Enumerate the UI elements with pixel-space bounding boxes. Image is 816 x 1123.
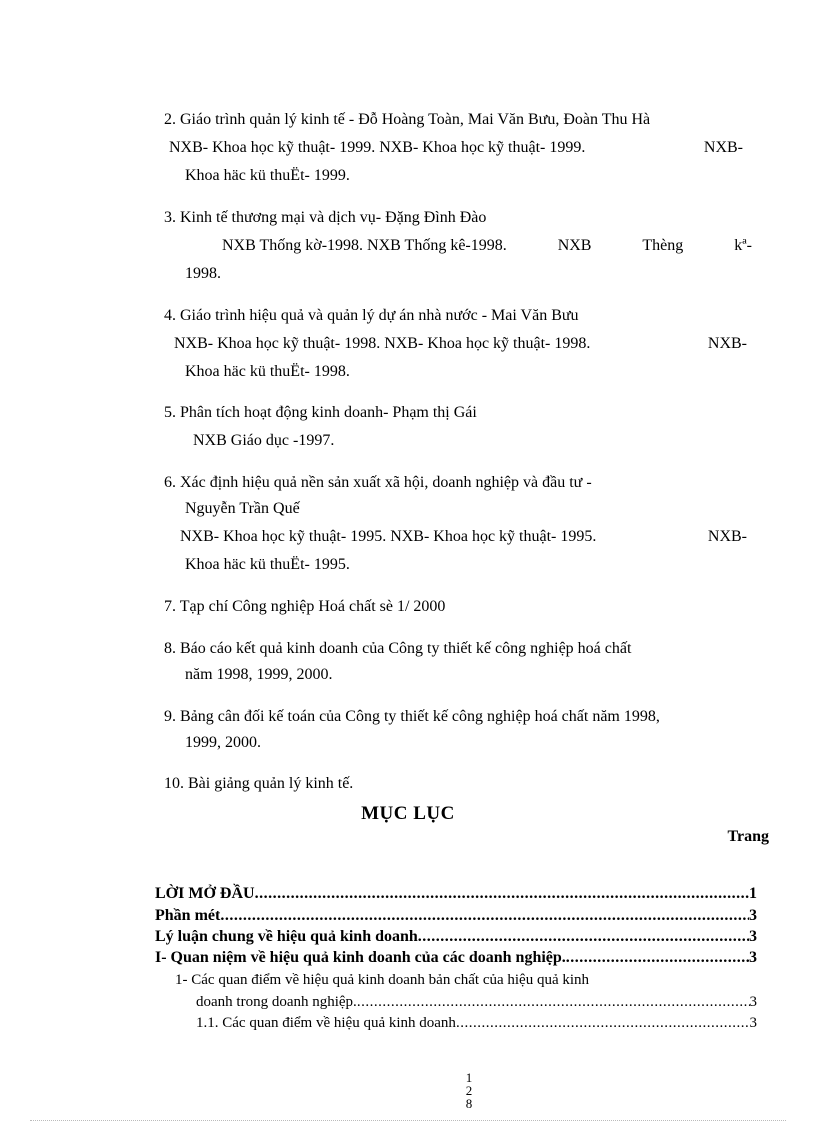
toc-entry[interactable] (155, 948, 757, 968)
toc-entry-page: 3 (749, 1015, 757, 1031)
reference-3-publisher-continuation: 1998. (185, 265, 221, 282)
page-number (462, 1071, 476, 1110)
toc-leader-dots (357, 992, 750, 1012)
toc-page-column-label: Trang (727, 828, 769, 845)
publisher-text: NXB Thống kờ-1998. NXB Thống kê-1998. (222, 237, 507, 254)
toc-leader-dots (418, 927, 749, 947)
reference-4-publisher-line (174, 334, 747, 354)
toc-entry[interactable] (196, 1013, 757, 1033)
publisher-text: NXB (557, 237, 592, 254)
reference-4-publisher-continuation: Khoa häc kü thuËt- 1998. (185, 363, 350, 380)
toc-entry-label: Phần mét (155, 907, 221, 924)
toc-entry-label: I- Quan niệm về hiệu quả kinh doanh của các doanh nghiệp. (155, 949, 566, 966)
reference-9-title-continuation: 1999, 2000. (185, 734, 261, 751)
publisher-text: NXB- (707, 335, 747, 352)
reference-6-title: 6. Xác định hiệu quả nền sản xuất xã hội, doanh nghiệp và đầu tư - (164, 474, 592, 491)
publisher-text: NXB- (703, 139, 743, 156)
page-number-digit: 1 (465, 1070, 473, 1085)
page-bottom-divider (30, 1120, 786, 1121)
toc-entry[interactable] (196, 992, 757, 1012)
reference-9-title: 9. Bảng cân đối kế toán của Công ty thiết kế công nghiệp hoá chất năm 1998, (164, 708, 660, 725)
reference-2-publisher-continuation: Khoa häc kü thuËt- 1999. (185, 167, 350, 184)
toc-entry[interactable] (155, 906, 757, 926)
toc-heading: MỤC LỤC (361, 803, 455, 824)
reference-10-title: 10. Bài giảng quản lý kinh tế. (164, 775, 354, 792)
publisher-text: kª- (734, 237, 752, 254)
toc-leader-dots (255, 884, 749, 904)
toc-entry-label: doanh trong doanh nghiệp. (196, 994, 357, 1010)
reference-8-title: 8. Báo cáo kết quả kinh doanh của Công ty thiết kế công nghiệp hoá chất (164, 640, 632, 657)
toc-entry-label: LỜI MỞ ĐẦU (155, 885, 255, 902)
toc-entry-page: 3 (749, 928, 757, 945)
publisher-text: NXB- Khoa học kỹ thuật- 1999. NXB- Khoa học kỹ thuật- 1999. (169, 139, 586, 156)
page-number-digit: 2 (465, 1083, 473, 1098)
reference-6-publisher-line (180, 527, 747, 547)
toc-leader-dots (566, 948, 749, 968)
publisher-text: NXB- Khoa học kỹ thuật- 1995. NXB- Khoa học kỹ thuật- 1995. (180, 528, 597, 545)
toc-entry-page: 3 (749, 949, 757, 966)
toc-entry-page: 1 (749, 885, 757, 902)
toc-leader-dots (220, 906, 749, 926)
toc-entry-page: 3 (749, 994, 757, 1010)
reference-5-title: 5. Phân tích hoạt động kinh doanh- Phạm thị Gái (164, 404, 477, 421)
reference-7-title: 7. Tạp chí Công nghiệp Hoá chất sè 1/ 2000 (164, 598, 446, 615)
toc-entry-label: Lý luận chung về hiệu quả kinh doanh (155, 928, 418, 945)
page-number-digit: 8 (465, 1096, 473, 1111)
reference-6-publisher-continuation: Khoa häc kü thuËt- 1995. (185, 556, 350, 573)
reference-6-title-continuation: Nguyễn Trần Quế (185, 500, 300, 517)
toc-entry-page: 3 (749, 907, 757, 924)
reference-8-title-continuation: năm 1998, 1999, 2000. (185, 666, 333, 683)
publisher-text: NXB- (707, 528, 747, 545)
toc-entry-label[interactable]: 1- Các quan điểm về hiệu quả kinh doanh bản chất của hiệu quả kinh (175, 972, 590, 988)
publisher-text: NXB- Khoa học kỹ thuật- 1998. NXB- Khoa học kỹ thuật- 1998. (174, 335, 591, 352)
publisher-text: Thèng (642, 237, 684, 254)
reference-3-publisher-line (222, 236, 752, 256)
reference-2-publisher-line (169, 138, 743, 158)
toc-entry-label: 1.1. Các quan điểm về hiệu quả kinh doanh (196, 1015, 456, 1031)
toc-entry[interactable] (155, 884, 757, 904)
reference-2-title: 2. Giáo trình quản lý kinh tế - Đỗ Hoàng Toàn, Mai Văn Bưu, Đoàn Thu Hà (164, 111, 651, 128)
reference-4-title: 4. Giáo trình hiệu quả và quản lý dự án nhà nước - Mai Văn Bưu (164, 307, 579, 324)
toc-entry[interactable] (155, 927, 757, 947)
reference-5-publisher-line: NXB Giáo dục -1997. (193, 432, 335, 449)
reference-3-title: 3. Kinh tế thương mại và dịch vụ- Đặng Đình Đào (164, 209, 487, 226)
toc-leader-dots (456, 1013, 750, 1033)
